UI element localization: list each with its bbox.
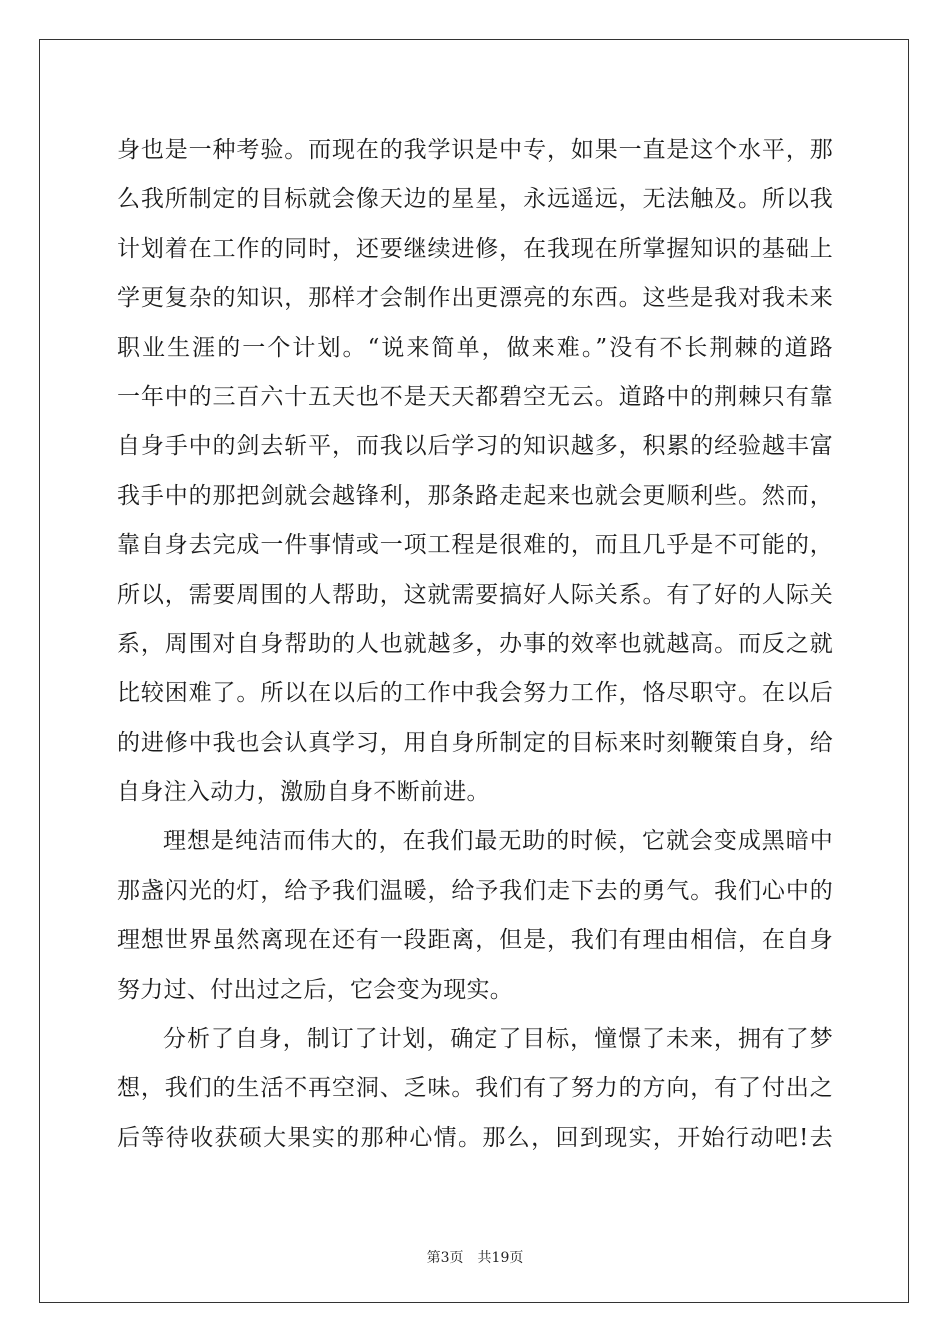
document-body [117, 126, 833, 1163]
text-line: 那盏闪光的灯，给予我们温暖，给予我们走下去的勇气。我们心中的 [117, 877, 833, 904]
paragraph-1 [117, 126, 833, 817]
text-line: 自身注入动力，激励自身不断前进。 [117, 779, 490, 806]
text-line: 分析了自身，制订了计划，确定了目标，憧憬了未来，拥有了梦 [163, 1026, 833, 1053]
text-line: 努力过、付出过之后，它会变为现实。 [117, 976, 514, 1003]
text-line: 么我所制定的目标就会像天边的星星，永远遥远，无法触及。所以我 [117, 186, 833, 213]
text-line: 自身手中的剑去斩平，而我以后学习的知识越多，积累的经验越丰富 [117, 433, 833, 460]
text-line: 比较困难了。所以在以后的工作中我会努力工作，恪尽职守。在以后 [117, 680, 833, 707]
text-line: 系，周围对自身帮助的人也就越多，办事的效率也就越高。而反之就 [117, 630, 833, 657]
paragraph-3 [117, 1015, 833, 1163]
text-line: 靠自身去完成一件事情或一项工程是很难的，而且几乎是不可能的， [117, 532, 833, 559]
paragraph-2 [117, 817, 833, 1015]
text-line: 理想世界虽然离现在还有一段距离，但是，我们有理由相信，在自身 [117, 927, 833, 954]
text-line: 后等待收获硕大果实的那种心情。那么，回到现实，开始行动吧!去 [117, 1124, 833, 1151]
text-line: 职业生涯的一个计划。“说来简单，做来难。”没有不长荆棘的道路 [117, 334, 833, 361]
text-line: 一年中的三百六十五天也不是天天都碧空无云。道路中的荆棘只有靠 [117, 383, 833, 410]
text-line: 学更复杂的知识，那样才会制作出更漂亮的东西。这些是我对我未来 [117, 285, 833, 312]
text-line: 所以，需要周围的人帮助，这就需要搞好人际关系。有了好的人际关 [117, 581, 833, 608]
page-number-footer: 第3页 共19页 [426, 1250, 524, 1266]
text-line: 计划着在工作的同时，还要继续进修，在我现在所掌握知识的基础上 [117, 235, 833, 262]
text-line: 理想是纯洁而伟大的，在我们最无助的时候，它就会变成黑暗中 [163, 828, 833, 855]
text-line: 的进修中我也会认真学习，用自身所制定的目标来时刻鞭策自身，给 [117, 729, 833, 756]
text-line: 我手中的那把剑就会越锋利，那条路走起来也就会更顺利些。然而， [117, 482, 833, 509]
text-line: 身也是一种考验。而现在的我学识是中专，如果一直是这个水平，那 [117, 137, 833, 163]
text-line: 想，我们的生活不再空洞、乏味。我们有了努力的方向，有了付出之 [117, 1075, 833, 1102]
